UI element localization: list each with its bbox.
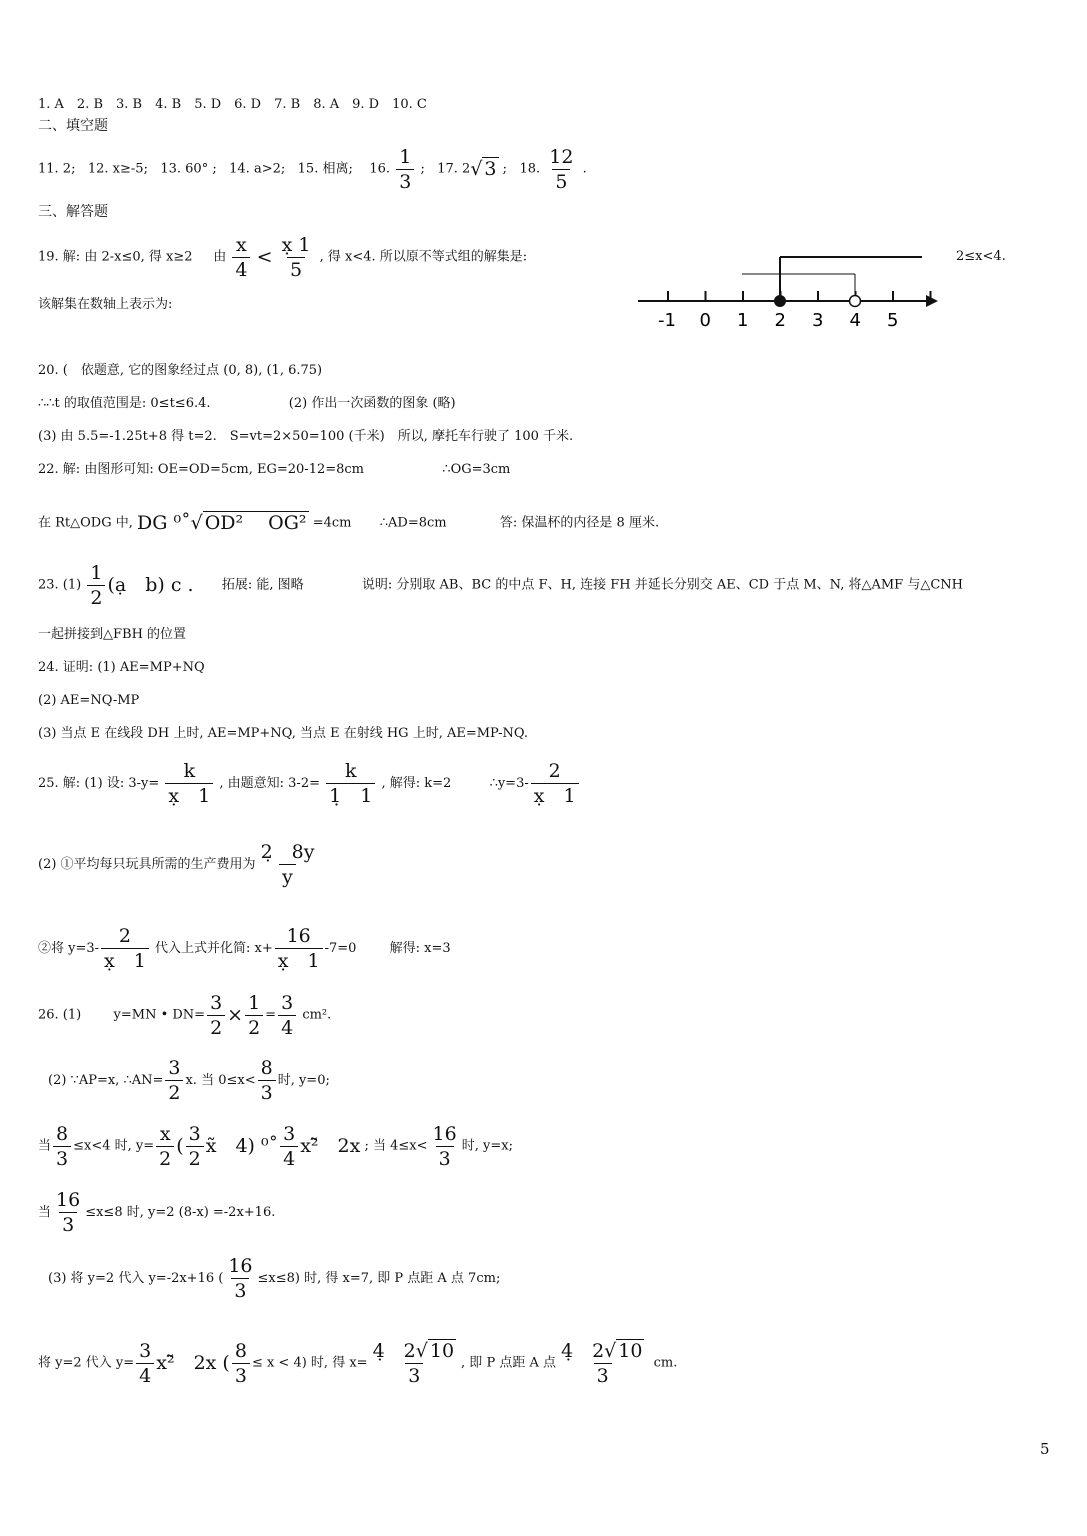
answer-17-label: 17. 2 bbox=[437, 161, 471, 177]
q23-label: 23. (1) bbox=[38, 577, 82, 593]
q22-text-3: 在 Rt△ODG 中, bbox=[38, 515, 133, 531]
punct: ; bbox=[420, 161, 425, 177]
q23-line-1 bbox=[38, 556, 963, 615]
q22-line-1 bbox=[38, 461, 510, 479]
q26-text-8: 时, y=x; bbox=[461, 1138, 513, 1154]
q26-fraction-4: $\frac{3}{2}$ bbox=[165, 1056, 183, 1105]
axis-label: 3 bbox=[812, 310, 824, 331]
page-number: 5 bbox=[1040, 1440, 1050, 1458]
q22-line-2: 在 Rt△ODG 中, DG ⁰˚√ OD² OG² =4cm ∴AD=8cm 答: 保温杯的内径是 8 厘米. bbox=[38, 512, 660, 534]
q26-text-4: 时, y=0; bbox=[277, 1073, 330, 1088]
q26-text-13: 将 y=2 代入 y= bbox=[38, 1355, 135, 1371]
q26-fraction-7: $\frac{x}{2}$ bbox=[156, 1122, 174, 1171]
section-2-title: 二、填空题 bbox=[38, 118, 108, 134]
answer-15: 15. 相离; bbox=[297, 161, 353, 177]
answer-16-label: 16. bbox=[369, 161, 391, 177]
q25-text-4: ∴y=3- bbox=[489, 776, 529, 791]
paren: ( bbox=[176, 1135, 184, 1157]
q25-line-1 bbox=[38, 755, 581, 813]
q25-text-7: 代入上式并化简: x+ bbox=[155, 941, 273, 956]
q24-line-1: 24. 证明: (1) AE=MP+NQ bbox=[38, 660, 205, 675]
q26-text-2: (2) ∵AP=x, ∴AN= bbox=[48, 1073, 164, 1088]
q26-fraction-16: $\frac{4̣ 2√ 10}{3}$ bbox=[560, 1339, 643, 1387]
q26-fraction-15: $\frac{4̣ 2√ 10}{3}$ bbox=[372, 1339, 455, 1387]
q26-fraction-3: $\frac{3}{4}$ bbox=[278, 991, 296, 1040]
answer-13: 13. 60° ; bbox=[160, 161, 217, 177]
q26-unit-2: cm. bbox=[653, 1355, 678, 1371]
q25-text-1: 25. 解: (1) 设: 3-y= bbox=[38, 776, 160, 791]
number-line bbox=[630, 248, 950, 338]
q25-fraction-1: $\frac{k}{x̣ 1}$ bbox=[165, 759, 213, 808]
q22-dg: DG ⁰˚ bbox=[137, 512, 191, 534]
q26-expr-1: x̃ 4) ⁰˚ bbox=[205, 1135, 279, 1157]
q19-text-1: 19. 解: 由 2-x≤0, 得 x≥2 bbox=[38, 249, 193, 265]
axis-label: 5 bbox=[887, 310, 899, 331]
q23-extension: 拓展: 能, 图略 bbox=[221, 577, 304, 593]
q26-text-14: ≤ x < 4) 时, 得 x= bbox=[251, 1355, 368, 1371]
q23-expr: (ạ b) c . bbox=[107, 574, 194, 596]
q25-text-2: , 由题意知: 3-2= bbox=[219, 776, 320, 791]
q26-line-1 bbox=[38, 986, 331, 1045]
q22-text-2: ∴OG=3cm bbox=[442, 462, 511, 477]
q26-fraction-9: $\frac{3}{4}$ bbox=[280, 1122, 298, 1171]
q26-fraction-6: $\frac{8}{3}$ bbox=[53, 1122, 71, 1171]
axis-label: -1 bbox=[658, 310, 676, 331]
punct: . bbox=[582, 161, 587, 177]
q26-label: 26. (1) bbox=[38, 1007, 82, 1023]
q20-range: ∴∴t 的取值范围是: 0≤t≤6.4. bbox=[38, 396, 211, 411]
q26-text-10: ≤x≤8 时, y=2 (8-x) =-2x+16. bbox=[85, 1205, 276, 1220]
q25-fraction-2: $\frac{k}{1̣ 1}$ bbox=[326, 759, 375, 808]
q25-text-9: 解得: x=3 bbox=[389, 941, 451, 956]
q26-fraction-13: $\frac{3}{4}$ bbox=[136, 1339, 154, 1388]
q26-fraction-8: $\frac{3}{2}$ bbox=[186, 1122, 204, 1171]
q22-text-1: 22. 解: 由图形可知: OE=OD=5cm, EG=20-12=8cm bbox=[38, 462, 365, 477]
q26-expr-2: x²̃ 2x bbox=[300, 1135, 361, 1157]
q20-line-1: 20. ( 依题意, 它的图象经过点 (0, 8), (1, 6.75) bbox=[38, 363, 323, 378]
q26-text-3: x. 当 0≤x< bbox=[185, 1073, 256, 1088]
q26-fraction-12: $\frac{16}{3}$ bbox=[228, 1255, 253, 1302]
axis-label: 1 bbox=[737, 310, 749, 331]
q23-description: 说明: 分别取 AB、BC 的中点 F、H, 连接 FH 并延长分别交 AE、CD 于点 M、N, 将△AMF 与△CNH bbox=[361, 577, 963, 593]
axis-label: 0 bbox=[699, 310, 711, 331]
section-3-title: 三、解答题 bbox=[38, 204, 108, 220]
q19-line bbox=[38, 228, 527, 287]
q25-fraction-5: $\frac{2}{x̣ 1}$ bbox=[101, 924, 149, 973]
q25-text-6: ②将 y=3- bbox=[38, 941, 100, 956]
open-endpoint bbox=[850, 296, 861, 307]
q19-result: 2≤x<4. bbox=[956, 249, 1006, 264]
q26-unit: cm². bbox=[302, 1007, 332, 1023]
punct: ; bbox=[502, 161, 508, 177]
mc-answers: 1. A 2. B 3. B 4. B 5. D 6. D 7. B 8. A 9. D 10. C bbox=[38, 97, 427, 112]
answer-16-fraction: $\frac{1}{3}$ bbox=[396, 145, 414, 194]
q26-fraction-10: $\frac{16}{3}$ bbox=[432, 1122, 457, 1170]
q25-line-2 bbox=[38, 836, 319, 894]
q25-fraction-6: $\frac{16}{x̣ 1}$ bbox=[275, 924, 323, 973]
q22-dg-value: =4cm bbox=[312, 515, 352, 531]
q26-expr-3: x²̃ 2x ( bbox=[156, 1352, 230, 1374]
q26-text-11: (3) 将 y=2 代入 y=-2x+16 ( bbox=[48, 1271, 224, 1286]
q19-number-line-caption: 该解集在数轴上表示为: bbox=[38, 297, 173, 312]
q25-text-5: (2) ①平均每只玩具所需的生产费用为 bbox=[38, 857, 256, 872]
closed-endpoint bbox=[774, 295, 786, 307]
q19-fraction-1: $\frac{x}{4}$ bbox=[232, 233, 250, 282]
q26-fraction-11: $\frac{16}{3}$ bbox=[56, 1189, 81, 1236]
q23-line-2: 一起拼接到△FBH 的位置 bbox=[38, 627, 187, 642]
q24-line-3: (3) 当点 E 在线段 DH 上时, AE=MP+NQ, 当点 E 在射线 HG 上时, AE=MP-NQ. bbox=[38, 726, 528, 741]
q26-fraction-14: $\frac{8}{3}$ bbox=[232, 1339, 250, 1388]
q26-text-6: ≤x<4 时, y= bbox=[73, 1138, 155, 1154]
q26-line-2 bbox=[48, 1052, 330, 1110]
q19-text-2: 由 bbox=[213, 249, 227, 265]
q25-fraction-4: $\frac{2̣ 8y}{y}$ bbox=[260, 841, 315, 888]
answer-18-fraction: $\frac{12}{5}$ bbox=[549, 145, 574, 193]
q26-text-7: ; 当 4≤x< bbox=[364, 1138, 428, 1154]
times-sign: × bbox=[227, 1004, 244, 1026]
less-than: < bbox=[256, 246, 273, 268]
q20-line-2 bbox=[38, 395, 456, 413]
q26-text-1: y=MN • DN= bbox=[113, 1007, 206, 1023]
q26-fraction-5: $\frac{8}{3}$ bbox=[258, 1056, 276, 1105]
q26-text-5: 当 bbox=[38, 1138, 52, 1154]
equals-sign: = bbox=[265, 1007, 277, 1023]
answer-17-radicand: 3 bbox=[484, 158, 497, 180]
q19-fraction-2: $\frac{x̣ 1}{5}$ bbox=[281, 233, 311, 281]
q26-line-3 bbox=[38, 1117, 513, 1176]
q22-ad: ∴AD=8cm bbox=[379, 515, 447, 531]
axis-label: 2 bbox=[774, 310, 786, 331]
q20-line-3: (3) 由 5.5=-1.25t+8 得 t=2. S=vt=2×50=100 (千米) 所以, 摩托车行驶了 100 千米. bbox=[38, 429, 574, 444]
q22-radicand: OD² OG² bbox=[204, 512, 307, 534]
answer-12: 12. x≥-5; bbox=[87, 161, 148, 177]
answer-14: 14. a>2; bbox=[229, 161, 286, 177]
q26-text-15: , 即 P 点距 A 点 bbox=[461, 1355, 556, 1371]
q24-line-2: (2) AE=NQ-MP bbox=[38, 693, 140, 708]
q26-fraction-1: $\frac{3}{2}$ bbox=[207, 991, 225, 1040]
q26-text-12: ≤x≤8) 时, 得 x=7, 即 P 点距 A 点 7cm; bbox=[257, 1271, 501, 1286]
q23-fraction: $\frac{1}{2}$ bbox=[87, 561, 105, 610]
q25-line-3 bbox=[38, 920, 451, 978]
q25-text-3: , 解得: k=2 bbox=[381, 776, 452, 791]
q26-line-4 bbox=[38, 1184, 275, 1242]
q22-answer: 答: 保温杯的内径是 8 厘米. bbox=[499, 515, 660, 531]
q25-fraction-3: $\frac{2}{x̣ 1}$ bbox=[531, 759, 579, 808]
q20-graph-note: (2) 作出一次函数的图象 (略) bbox=[288, 396, 456, 411]
fill-answers: 11. 2; 12. x≥-5; 13. 60° ; 14. a>2; 15. 相离; 16. $\frac{1}{3}$ ; 17. 2√ 3 ; 18. $\frac{12}{5}$ . bbox=[38, 145, 587, 193]
q25-text-8: -7=0 bbox=[324, 941, 357, 956]
q26-fraction-2: $\frac{1}{2}$ bbox=[245, 991, 263, 1040]
answer-11: 11. 2; bbox=[38, 161, 76, 177]
q26-line-5 bbox=[48, 1250, 500, 1308]
q26-line-6 bbox=[38, 1334, 677, 1393]
q26-text-9: 当 bbox=[38, 1205, 52, 1220]
answer-18-label: 18. bbox=[519, 161, 541, 177]
q19-text-3: , 得 x<4. 所以原不等式组的解集是: bbox=[319, 249, 528, 265]
axis-label: 4 bbox=[849, 310, 861, 331]
